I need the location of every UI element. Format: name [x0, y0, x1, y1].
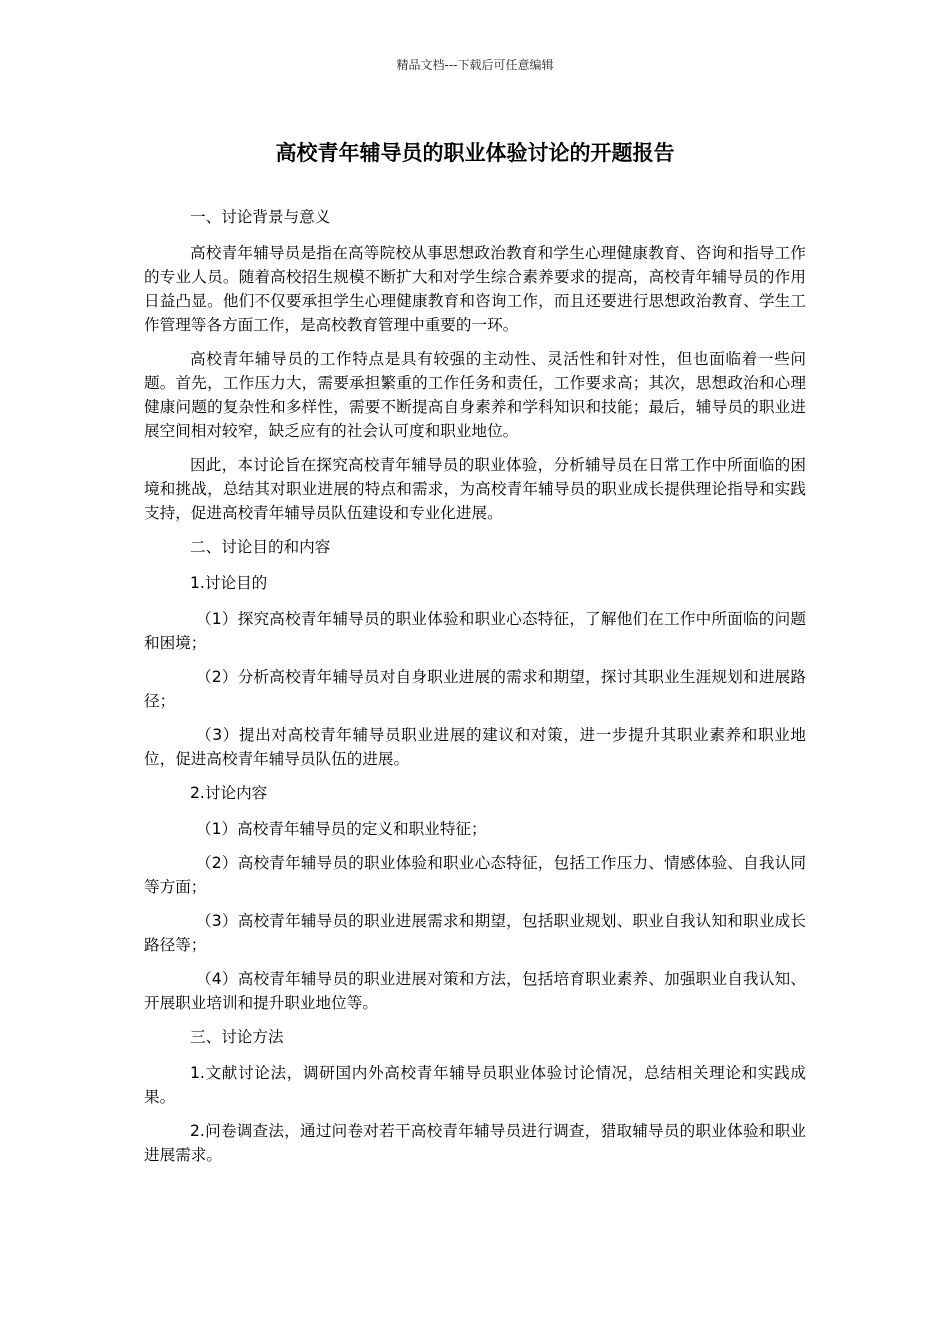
- paragraph: 高校青年辅导员的工作特点是具有较强的主动性、灵活性和针对性，但也面临着一些问题。首先，工作压力大，需要承担繁重的工作任务和责任，工作要求高；其次，思想政治和心理健康问题的复杂性和多样性，需要不断提高自身素养和学科知识和技能；最后，辅导员的职业进展空间相对较窄，缺乏应有的社会认可度和职业地位。: [144, 350, 806, 440]
- list-item: （1）探究高校青年辅导员的职业体验和职业心态特征，了解他们在工作中所面临的问题和困境；: [144, 610, 806, 652]
- subsection-heading: 1.讨论目的: [190, 574, 268, 592]
- paragraph: 高校青年辅导员是指在高等院校从事思想政治教育和学生心理健康教育、咨询和指导工作的专业人员。随着高校招生规模不断扩大和对学生综合素养要求的提高，高校青年辅导员的作用日益凸显。他们不仅要承担学生心理健康教育和咨询工作，而且还要进行思想政治教育、学生工作管理等各方面工作，是高校教育管理中重要的一环。: [144, 244, 806, 334]
- list-item: （3）高校青年辅导员的职业进展需求和期望，包括职业规划、职业自我认知和职业成长路径等；: [144, 912, 806, 954]
- paragraph: 因此，本讨论旨在探究高校青年辅导员的职业体验，分析辅导员在日常工作中所面临的困境和挑战，总结其对职业进展的特点和需求，为高校青年辅导员的职业成长提供理论指导和实践支持，促进高校青年辅导员队伍建设和专业化进展。: [144, 456, 806, 522]
- list-item: 2.问卷调查法，通过问卷对若干高校青年辅导员进行调查，猎取辅导员的职业体验和职业进展需求。: [144, 1122, 806, 1164]
- list-item: （3）提出对高校青年辅导员职业进展的建议和对策，进一步提升其职业素养和职业地位，促进高校青年辅导员队伍的进展。: [144, 726, 806, 768]
- subsection-heading: 2.讨论内容: [190, 784, 268, 802]
- list-item: （4）高校青年辅导员的职业进展对策和方法，包括培育职业素养、加强职业自我认知、开展职业培训和提升职业地位等。: [144, 970, 806, 1012]
- section-heading: 一、讨论背景与意义: [190, 208, 331, 226]
- list-item: （2）分析高校青年辅导员对自身职业进展的需求和期望，探讨其职业生涯规划和进展路径；: [144, 668, 806, 710]
- header-watermark: 精品文档---下载后可任意编辑: [396, 58, 554, 72]
- document-title: 高校青年辅导员的职业体验讨论的开题报告: [275, 141, 675, 165]
- section-heading: 二、讨论目的和内容: [190, 538, 331, 556]
- document-body: [144, 205, 806, 1167]
- list-item: （1）高校青年辅导员的定义和职业特征；: [196, 820, 487, 838]
- list-item: 1.文献讨论法，调研国内外高校青年辅导员职业体验讨论情况，总结相关理论和实践成果。: [144, 1064, 806, 1106]
- section-heading: 三、讨论方法: [190, 1028, 284, 1046]
- list-item: （2）高校青年辅导员的职业体验和职业心态特征，包括工作压力、情感体验、自我认同等方面；: [144, 854, 806, 896]
